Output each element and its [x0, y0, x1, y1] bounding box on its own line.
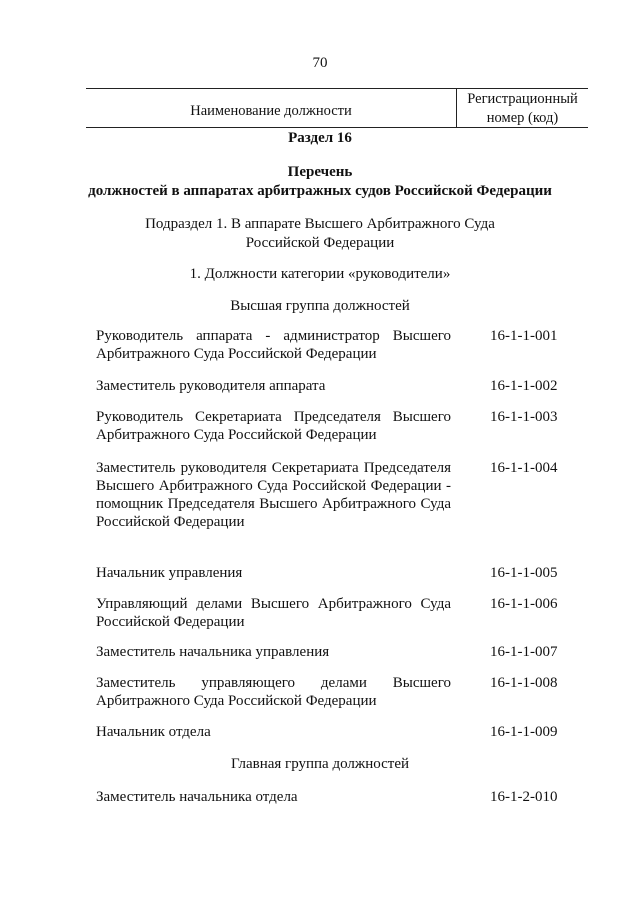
position-name: Заместитель руководителя Секретариата Председателя Высшего Арбитражного Суда Российской Федерации - помощник Председателя Высшего Арбитражного Суда Российской Федерации — [96, 460, 451, 530]
position-name: Заместитель начальника отдела — [96, 789, 298, 805]
position-code: 16-1-1-009 — [490, 724, 558, 740]
list-title-line1: Перечень — [287, 164, 353, 180]
position-name: Заместитель руководителя аппарата — [96, 378, 326, 394]
position-name: Начальник управления — [96, 565, 243, 581]
position-code: 16-1-1-008 — [490, 675, 558, 691]
position-name: Начальник отдела — [96, 724, 211, 740]
position-name: Руководитель аппарата - администратор Высшего Арбитражного Суда Российской Федерации — [96, 328, 451, 362]
position-name: Заместитель начальника управления — [96, 644, 330, 660]
group-heading-highest: Высшая группа должностей — [230, 298, 410, 314]
position-code: 16-1-1-006 — [490, 596, 558, 612]
position-code: 16-1-1-002 — [490, 378, 558, 394]
category-heading: 1. Должности категории «руководители» — [189, 266, 451, 282]
position-name: Управляющий делами Высшего Арбитражного Суда Российской Федерации — [96, 596, 451, 630]
header-code-line2: номер (код) — [486, 110, 559, 126]
position-name: Руководитель Секретариата Председателя Высшего Арбитражного Суда Российской Федерации — [96, 409, 451, 443]
position-code: 16-1-2-010 — [490, 789, 558, 805]
position-code: 16-1-1-007 — [490, 644, 558, 660]
table-header — [86, 88, 588, 128]
list-title-line2: должностей в аппаратах арбитражных судов Российской Федерации — [88, 183, 552, 199]
header-code-line1: Регистрационный — [467, 91, 578, 107]
header-name-column: Наименование должности — [86, 89, 457, 127]
position-code: 16-1-1-001 — [490, 328, 558, 344]
page-number: 70 — [312, 55, 328, 71]
subsection-line1: Подраздел 1. В аппарате Высшего Арбитражного Суда — [145, 216, 495, 232]
position-code: 16-1-1-004 — [490, 460, 558, 476]
section-title: Раздел 16 — [288, 130, 352, 146]
subsection-title — [0, 215, 640, 253]
group-heading-main: Главная группа должностей — [230, 756, 410, 772]
position-name: Заместитель управляющего делами Высшего Арбитражного Суда Российской Федерации — [96, 675, 451, 709]
list-title — [0, 163, 640, 201]
header-code-column — [457, 89, 588, 127]
position-code: 16-1-1-005 — [490, 565, 558, 581]
position-code: 16-1-1-003 — [490, 409, 558, 425]
subsection-line2: Российской Федерации — [245, 235, 395, 251]
